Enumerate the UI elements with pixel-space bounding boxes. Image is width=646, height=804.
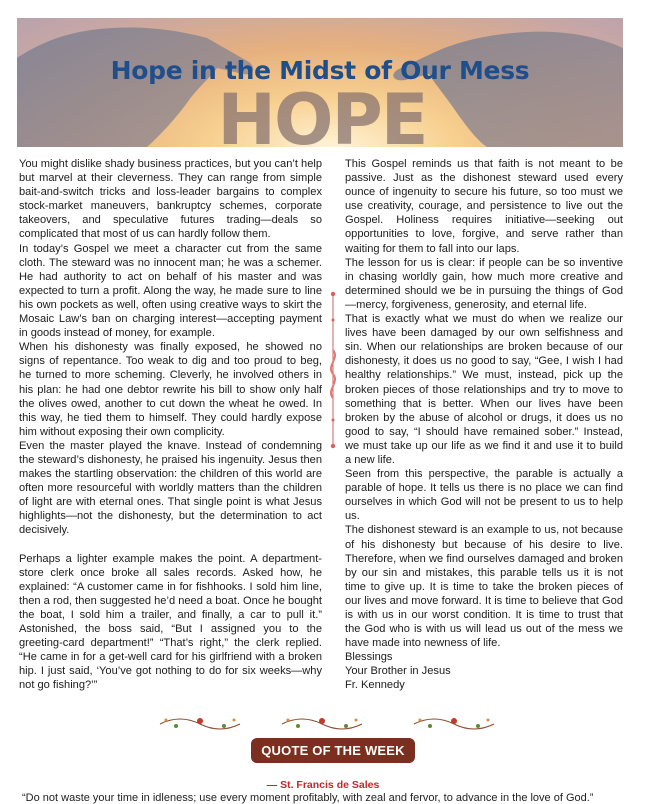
paragraph: The dishonest steward is an example to us, not because of his dishonesty but because of his desire to live. Therefore, when we find ourselves damaged and broken by our sin and mistakes, this parable tells us it is not time to give up. It is time to take the broken pieces of our lives and move forward. It is time to believe that God is with us in our worst condition. It is time to trust that the God who is with us will lead us out of the mess we have made into newness of life. <box>345 524 623 650</box>
quote-author: — St. Francis de Sales <box>266 779 380 791</box>
right-column <box>345 157 623 693</box>
paragraph: You might dislike shady business practices, but you can’t help but marvel at their cleverness. They can range from simple bait-and-switch tricks and loss-leader bargains to complex stock-market maneuvers, bankruptcy schemes, corporate takeovers, and speculative futures trading—deals so complicated that most of us can hardly follow them. <box>19 158 322 241</box>
paragraph: This Gospel reminds us that faith is not meant to be passive. Just as the dishonest steward used every ounce of ingenuity to secure his future, so too must we use creativity, courage, and persistence to live out the Gospel. Holiness requires initiative—seeking out opportunities to love, forgive, and serve rather than waiting for them to fall into our laps. <box>345 158 623 255</box>
column-divider-ornament <box>326 290 340 450</box>
floral-ornament <box>282 718 362 729</box>
floral-ornament-row <box>0 712 646 734</box>
quote-text: “Do not waste your time in idleness; use every moment profitably, with zeal and fervor, to advance in the love of God.” <box>22 792 594 804</box>
right-hand-shape <box>393 32 623 147</box>
paragraph: Perhaps a lighter example makes the point. A department-store clerk once broke all sales records. Asked how, he explained: “A customer came in for fishhooks. I sold him line, then a rod, then suggested he’d need a boat. Once he bought the boat, I sold him a trailer, and finally, a car to pull it.” Astonished, the boss said, “But I assigned you to the greeting-card department!” “That’s right,” the clerk replied. “He came in for a get-well card for his girlfriend with a broken hip. I just said, ‘You’ve got nothing to do for six weeks—why not go fishing?’” <box>19 552 322 692</box>
quote-of-the-week-badge: QUOTE OF THE WEEK <box>251 738 415 763</box>
floral-ornament <box>160 718 240 729</box>
paragraph: When his dishonesty was finally exposed, he showed no signs of repentance. Too weak to dig and too proud to beg, he turned to more scheming. Cleverly, he involved others in his plan: he had one debtor rewrite his bill to show only half the olives owed, another to cut down the wheat he owed. In this way, he tied them to himself. They could hardly expose him without exposing their own complicity. <box>19 341 322 438</box>
paragraph: Even the master played the knave. Instead of condemning the steward’s dishonesty, he praised his ingenuity. Jesus then makes the startling observation: the children of this world are often more resourceful with worldly matters than the children of light are with eternal ones. That single point is what Jesus highlights—not the dishonesty, but the determination to act decisively. <box>19 439 322 537</box>
paragraph: Seen from this perspective, the parable is actually a parable of hope. It tells us there is no place we can find ourselves in which God will not be present to us to help us. <box>345 468 623 523</box>
signoff-line: Blessings <box>345 651 393 664</box>
hope-banner <box>17 18 623 147</box>
paragraph: That is exactly what we must do when we realize our lives have been damaged by our own selfishness and sin. When our relationships are broken because of our dishonesty, it does us no good to say, “Gee, I wish I had healthy relationships.” We must, instead, pick up the broken pieces of those relationships and try to move to something that is better. When our lives have been broken by the abuse of alcohol or drugs, it does us no good to say, “I should have remained sober.” Instead, we must take up our life as we find it and use it to build a new life. <box>345 313 623 466</box>
paragraph: The lesson for us is clear: if people can be so inventive in chasing worldly gain, how much more creative and determined should we be in pursuing the things of God—mercy, forgiveness, generosity, and eternal life. <box>345 256 623 311</box>
left-column <box>19 157 322 692</box>
floral-ornament <box>414 718 494 729</box>
signoff-line: Your Brother in Jesus <box>345 665 451 678</box>
signoff-line: Fr. Kennedy <box>345 679 405 692</box>
hope-word: HOPE <box>217 79 427 147</box>
paragraph: In today’s Gospel we meet a character cut from the same cloth. The steward was no innocent man; he was a schemer. He had authority to act on behalf of his master and was expected to turn a profit. Along the way, he made sure to line his own pockets as well, often using creative ways to skirt the Mosaic Law’s ban on charging interest—accepting payment in goods instead of money, for example. <box>19 242 322 340</box>
page-title: Hope in the Midst of Our Mess <box>110 56 530 85</box>
